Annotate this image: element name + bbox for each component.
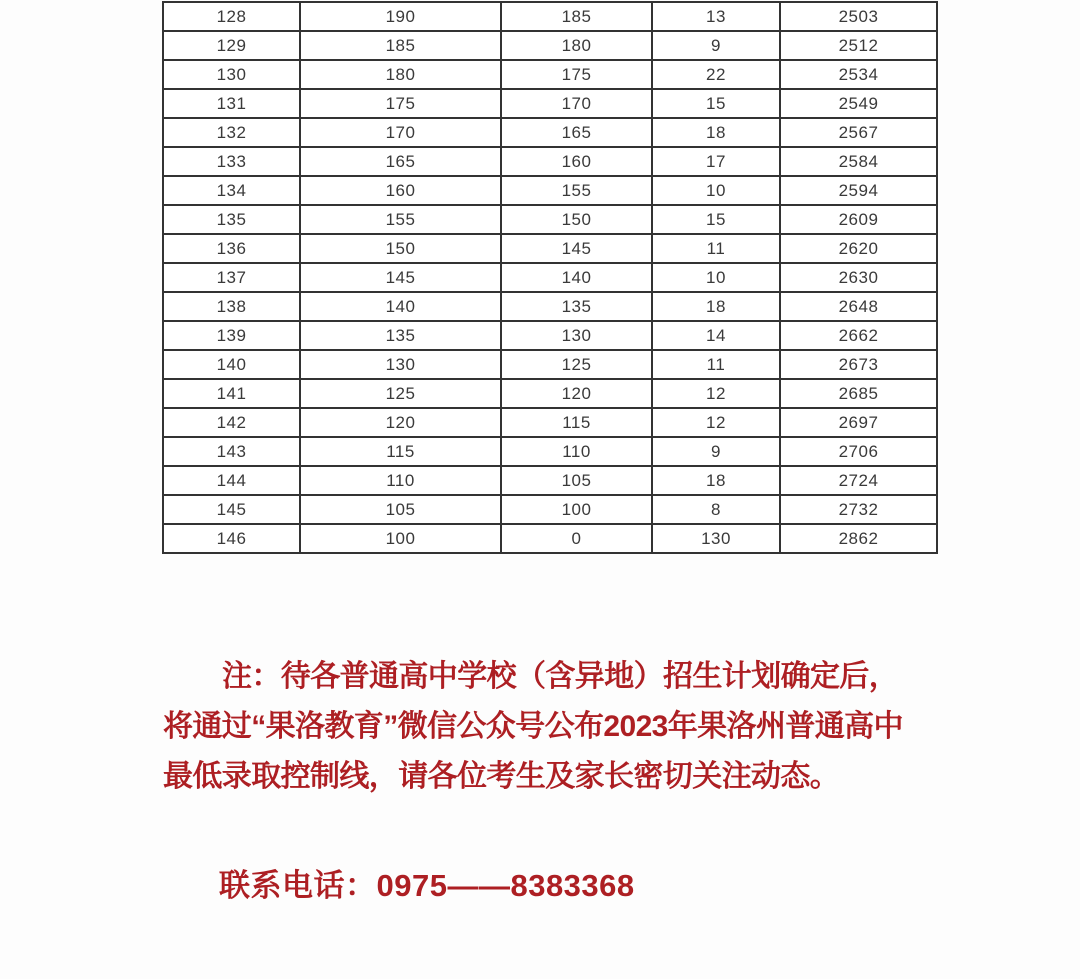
table-cell: 125 <box>300 379 501 408</box>
note-line-2: 将通过“果洛教育”微信公众号公布2023年果洛州普通高中 <box>163 710 903 743</box>
table-cell: 135 <box>300 321 501 350</box>
table-cell: 2594 <box>780 176 937 205</box>
note-paragraph <box>163 652 943 802</box>
table-cell: 165 <box>300 147 501 176</box>
table-row <box>163 437 937 466</box>
table-cell: 105 <box>501 466 652 495</box>
table-cell: 160 <box>501 147 652 176</box>
table-cell: 2673 <box>780 350 937 379</box>
table-cell: 2662 <box>780 321 937 350</box>
table-row <box>163 89 937 118</box>
table-cell: 15 <box>652 205 780 234</box>
table-cell: 145 <box>163 495 300 524</box>
table-cell: 11 <box>652 234 780 263</box>
table-row <box>163 466 937 495</box>
score-table-body <box>163 2 937 553</box>
table-cell: 146 <box>163 524 300 553</box>
table-cell: 170 <box>501 89 652 118</box>
table-cell: 12 <box>652 408 780 437</box>
table-cell: 143 <box>163 437 300 466</box>
table-row <box>163 379 937 408</box>
table-cell: 115 <box>501 408 652 437</box>
table-cell: 2549 <box>780 89 937 118</box>
table-cell: 22 <box>652 60 780 89</box>
table-row <box>163 524 937 553</box>
table-row <box>163 292 937 321</box>
table-cell: 128 <box>163 2 300 31</box>
table-row <box>163 176 937 205</box>
table-row <box>163 350 937 379</box>
table-row <box>163 118 937 147</box>
table-cell: 132 <box>163 118 300 147</box>
table-cell: 131 <box>163 89 300 118</box>
table-cell: 145 <box>501 234 652 263</box>
table-cell: 141 <box>163 379 300 408</box>
table-cell: 2630 <box>780 263 937 292</box>
table-cell: 130 <box>163 60 300 89</box>
table-cell: 10 <box>652 263 780 292</box>
score-distribution-table <box>162 1 938 554</box>
table-cell: 100 <box>501 495 652 524</box>
table-row <box>163 263 937 292</box>
note-line-3: 最低录取控制线，请各位考生及家长密切关注动态。 <box>163 760 840 793</box>
table-cell: 2648 <box>780 292 937 321</box>
table-cell: 100 <box>300 524 501 553</box>
table-cell: 2724 <box>780 466 937 495</box>
table-cell: 155 <box>501 176 652 205</box>
table-cell: 2862 <box>780 524 937 553</box>
table-cell: 130 <box>652 524 780 553</box>
table-cell: 136 <box>163 234 300 263</box>
table-cell: 18 <box>652 118 780 147</box>
table-cell: 135 <box>163 205 300 234</box>
table-cell: 185 <box>501 2 652 31</box>
table-cell: 2620 <box>780 234 937 263</box>
table-cell: 175 <box>501 60 652 89</box>
table-cell: 2609 <box>780 205 937 234</box>
table-cell: 2512 <box>780 31 937 60</box>
table-cell: 120 <box>300 408 501 437</box>
table-cell: 130 <box>501 321 652 350</box>
table-cell: 12 <box>652 379 780 408</box>
table-row <box>163 60 937 89</box>
table-cell: 129 <box>163 31 300 60</box>
note-line-1: 注：待各普通高中学校（含异地）招生计划确定后， <box>222 660 899 693</box>
table-cell: 125 <box>501 350 652 379</box>
table-cell: 110 <box>501 437 652 466</box>
table-cell: 115 <box>300 437 501 466</box>
table-cell: 2732 <box>780 495 937 524</box>
table-cell: 180 <box>300 60 501 89</box>
table-cell: 0 <box>501 524 652 553</box>
table-cell: 144 <box>163 466 300 495</box>
table-cell: 190 <box>300 2 501 31</box>
table-row <box>163 495 937 524</box>
table-row <box>163 147 937 176</box>
table-cell: 8 <box>652 495 780 524</box>
table-row <box>163 234 937 263</box>
table-cell: 175 <box>300 89 501 118</box>
table-cell: 110 <box>300 466 501 495</box>
table-cell: 138 <box>163 292 300 321</box>
table-cell: 140 <box>501 263 652 292</box>
table-cell: 11 <box>652 350 780 379</box>
table-cell: 145 <box>300 263 501 292</box>
table-cell: 13 <box>652 2 780 31</box>
table-cell: 18 <box>652 292 780 321</box>
table-cell: 2706 <box>780 437 937 466</box>
table-row <box>163 2 937 31</box>
table-cell: 170 <box>300 118 501 147</box>
table-cell: 150 <box>501 205 652 234</box>
table-cell: 160 <box>300 176 501 205</box>
table-cell: 130 <box>300 350 501 379</box>
table-cell: 15 <box>652 89 780 118</box>
table-cell: 120 <box>501 379 652 408</box>
table-cell: 9 <box>652 437 780 466</box>
table-cell: 133 <box>163 147 300 176</box>
table-cell: 10 <box>652 176 780 205</box>
table-cell: 2503 <box>780 2 937 31</box>
table-cell: 137 <box>163 263 300 292</box>
table-row <box>163 321 937 350</box>
table-cell: 2534 <box>780 60 937 89</box>
table-cell: 17 <box>652 147 780 176</box>
table-cell: 142 <box>163 408 300 437</box>
table-row <box>163 408 937 437</box>
table-cell: 2697 <box>780 408 937 437</box>
table-cell: 2567 <box>780 118 937 147</box>
table-cell: 105 <box>300 495 501 524</box>
table-cell: 9 <box>652 31 780 60</box>
table-row <box>163 31 937 60</box>
table-cell: 14 <box>652 321 780 350</box>
table-cell: 150 <box>300 234 501 263</box>
table-cell: 140 <box>163 350 300 379</box>
table-cell: 134 <box>163 176 300 205</box>
contact-phone: 联系电话：0975——8383368 <box>219 868 635 903</box>
table-cell: 2685 <box>780 379 937 408</box>
table-cell: 2584 <box>780 147 937 176</box>
table-cell: 165 <box>501 118 652 147</box>
table-cell: 185 <box>300 31 501 60</box>
table-cell: 140 <box>300 292 501 321</box>
table-cell: 135 <box>501 292 652 321</box>
table-cell: 18 <box>652 466 780 495</box>
table-cell: 180 <box>501 31 652 60</box>
table-cell: 155 <box>300 205 501 234</box>
table-row <box>163 205 937 234</box>
table-cell: 139 <box>163 321 300 350</box>
